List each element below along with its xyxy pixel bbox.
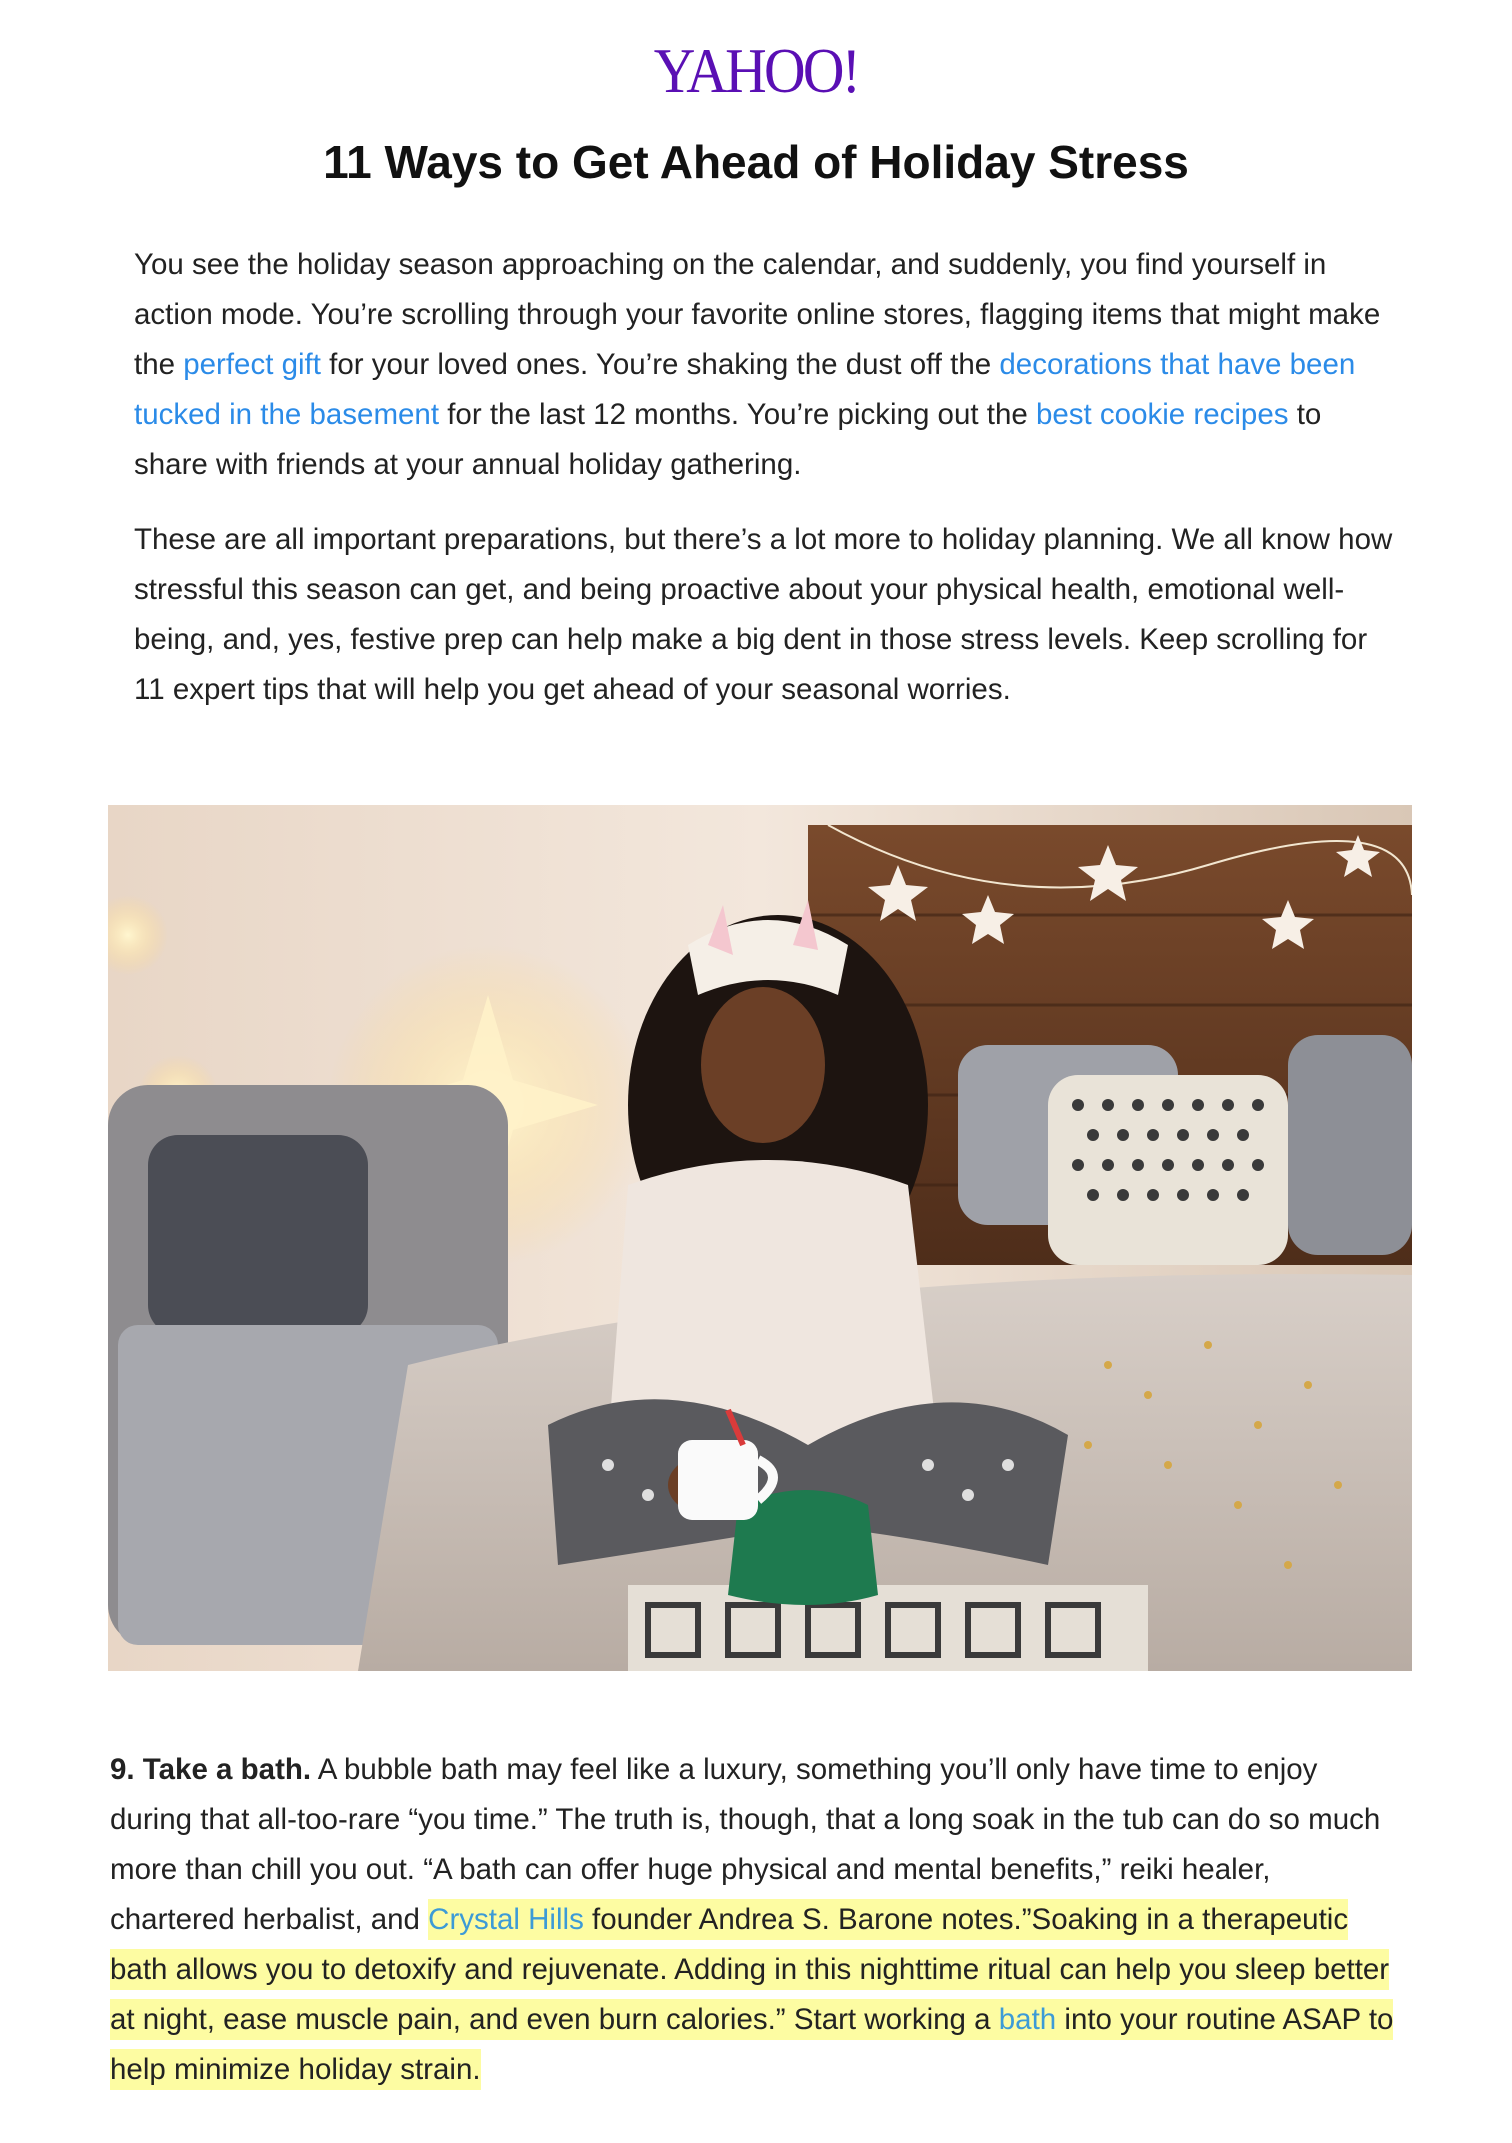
link-cookie-recipes[interactable]: best cookie recipes: [1035, 398, 1289, 431]
intro-p1-text-2: for your loved ones. You’re shaking the dust off the: [320, 348, 1000, 381]
tip-9-paragraph: [110, 1745, 1400, 2095]
tip-9-text-2: founder Andrea S. Barone notes.”Soaking in a therapeutic bath allows you to detoxify and rejuvenate. Adding in this nighttime ritual can help you sleep better at night, ease muscle pain, and even burn calories.” Start working a: [110, 1903, 1390, 2036]
intro-paragraph-1: [134, 240, 1394, 490]
link-perfect-gift[interactable]: perfect gift: [183, 348, 321, 381]
intro-p1-text-4: to share with friends at your annual holiday gathering.: [134, 398, 1322, 481]
intro-p1-text-1: You see the holiday season approaching on the calendar, and suddenly, you find yourself in action mode. You’re scrolling through your favorite online stores, flagging items that might make the: [134, 248, 1381, 381]
intro-paragraph-2: These are all important preparations, but there’s a lot more to holiday planning. We all know how stressful this season can get, and being proactive about your physical health, emotional well-being, and, yes, festive prep can help make a big dent in those stress levels. Keep scrolling for 11 expert tips that will help you get ahead of your seasonal worries.: [134, 523, 1393, 706]
yahoo-logo[interactable]: YAHOO!: [653, 35, 859, 106]
intro-p1-text-3: for the last 12 months. You’re picking out the: [439, 398, 1036, 431]
article-title: 11 Ways to Get Ahead of Holiday Stress: [323, 136, 1189, 188]
tip-9-text-1: A bubble bath may feel like a luxury, something you’ll only have time to enjoy during that all-too-rare “you time.” The truth is, though, that a long soak in the tub can do so much more than chill you out. “A bath can offer huge physical and mental benefits,” reiki healer, chartered herbalist, and: [110, 1753, 1381, 1936]
tip-9-text-3: into your routine ASAP to help minimize holiday strain.: [110, 2003, 1394, 2086]
tip-9-heading: 9. Take a bath.: [110, 1753, 312, 1786]
article-photo: [108, 805, 1412, 1671]
link-decorations[interactable]: decorations that have been tucked in the basement: [134, 348, 1356, 431]
link-bath[interactable]: bath: [998, 2003, 1057, 2036]
link-crystal-hills[interactable]: Crystal Hills: [428, 1903, 584, 1936]
